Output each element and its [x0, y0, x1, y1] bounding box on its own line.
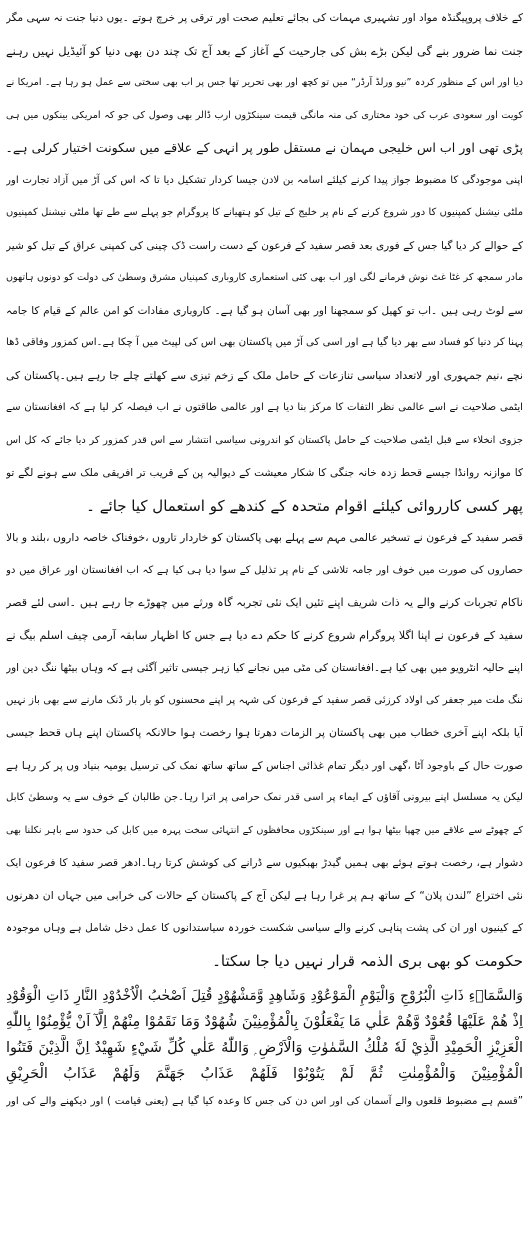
text-line: مادر سمجھ کر غٹا غٹ نوش فرمانے لگی اور اب بھی کئی استعماری کاروباری کمپنیاں مشرق وسطیٰ کی دولت کو دونوں ہاتھوں [6, 272, 523, 283]
text-line: ننگ ملت میر جعفر کی اولاد کرزئی قصر سفید کے فرعون کی شہہ پر اپنے محسنوں کو بار بار ڈنک مارنے سے بھی باز نہیں [6, 694, 523, 706]
paragraph-1 [6, 2, 523, 165]
text-line: نئی اختراع ”لندن پلان“ کے ساتھ ہم پر غرا رہا ہے لیکن آج کے پاکستان کے حالات کی خرابی میں جہاں ان دھرنوں [6, 888, 523, 902]
text-line: ملٹی نیشنل کمپنیوں کا دور شروع کرنے کے نام پر خلیج کے تیل کو ہتھیانے کا پروگرام جو پہلے سے طے تھا ملٹی نیشنل کمپنیوں [6, 207, 523, 218]
verse-line: وَالسَّمَاۗءِ ذَاتِ الْبُرُوْجِ وَالْيَوْمِ الْمَوْعُوْدِ وَشَاهِدٍ وَّمَشْهُوْدٍ قُتِلَ اَصْحٰبُ الْاُخْدُوْدِ النَّارِ ذَاتِ الْوَقُوْدِ [6, 988, 523, 1004]
text-line: آیا بلکہ اپنے آخری خطاب میں بھی پاکستان پر الزمات دھرتا ہوا رخصت ہوا حالانکہ پاکستان اپنے ہاں قحط جیسی [6, 726, 523, 739]
text-line: صورت حال کے باوجود آٹا ،گھی اور دیگر تمام غذائی اجناس کے ساتھ ساتھ نمک کی ترسیل یومیہ بنیاد وں پر کر رہا ہے [6, 759, 523, 772]
text-line: پھر کسی کارروائی کیلئے اقوام متحدہ کے کندھے کو استعمال کیا جائے ۔ [86, 496, 523, 515]
text-line: قصر سفید کے فرعون نے تسخیر عالمی مہم سے پہلے بھی پاکستان کو خاردار تاروں ،خوفناک خاصہ داروں ،بلند و بالا [6, 531, 523, 544]
text-line: کے چھوٹے سے علاقے میں چھپا بیٹھا ہوا ہے اور سینکڑوں محافظوں کے انتہائی سخت پہرہ میں کابل کی حدود سے باہر نکلنا بھی [6, 824, 523, 836]
paragraph-2 [6, 165, 523, 523]
text-line: حکومت کو بھی بری الذمہ قرار نہیں دیا جا سکتا۔ [212, 951, 523, 970]
text-line: کے خلاف پروپیگنڈہ مواد اور تشہیری مہمات کی بجائے تعلیم صحت اور ترقی پر خرچ ہوتے ۔یوں دنیا جنت نہ سہی مگر [6, 12, 523, 24]
text-line: کے کینیوں اور ان کی پشت پناہی کرنے والے سیاسی شکست خوردہ سیاستدانوں کا عمل دخل شامل ہے وہاں موجودہ [6, 922, 523, 934]
text-line: ناکام تجربات کرنے والے یہ ذات شریف اپنے تئیں ایک نئی تجربہ گاہ ورثے میں چھوڑے جا رہے ہیں ۔اسی لئے قصر [6, 596, 523, 609]
text-line: کویت اور سعودی عرب کی خود مختاری کی منہ مانگی قیمت سینکڑوں ارب ڈالر بھی وصول کی جو کہ امریکی بینکوں میں ہی [6, 109, 523, 121]
text-line: کے حوالے کر دیا گیا جس کے فوری بعد قصر سفید کے فرعون کے دست راست ڈک چینی کی کمپنی عراق کے تیل کو شیر [6, 239, 523, 252]
text-line: نچے ،نیم جمہوری اور لاتعداد سیاسی تنازعات کے حامل ملک کے زخم تیزی سے کھلتے چلے جا رہے ہیں۔پاکستان کی [6, 368, 523, 382]
translation-line: ”قسم ہے مضبوط قلعوں والے آسمان کی اور اس دن کی جس کا وعدہ کیا گیا ہے (یعنی قیامت ) اور دیکھنے والے کی اور [6, 1096, 523, 1107]
text-line: حصاروں کی صورت میں خوف اور جامہ تلاشی کے نام پر تذلیل کے سوا دیا ہی کیا ہے کہ اب افغانستان اور عراق میں دو [6, 564, 523, 576]
text-line: لیکن یہ مسلسل اپنے بیرونی آقاؤں کے ایماء پر اسی قدر نمک حرامی پر اترا رہا۔جن طالبان کے خوف سے یہ وسطیٰ کابل [6, 792, 523, 803]
verse-line: الْمُؤْمِنِيْنَ وَالْمُؤْمِنٰتِ ثُمَّ لَمْ يَتُوْبُوْا فَلَهُمْ عَذَابُ جَهَنَّمَ وَلَهُمْ عَذَابُ الْحَرِيْقِ [6, 1066, 523, 1082]
verse-line: اِذْ هُمْ عَلَيْهَا قُعُوْدٌ وَّهُمْ عَلٰي مَا يَفْعَلُوْنَ بِالْمُؤْمِنِيْنَ شُهُوْدٌ وَمَا نَقَمُوْا مِنْهُمْ اِلَّآ اَنْ يُّؤْمِنُوْا بِاللّٰهِ [6, 1014, 523, 1030]
text-line: جزوی انخلاء سے قبل ایٹمی صلاحیت کے حامل پاکستان کو اندرونی سیاسی انتشار سے اس قدر کمزور کر دیا جائے کہ کل اس [6, 434, 523, 446]
text-line: جنت نما ضرور بنے گی لیکن بڑے بش کی جارحیت کے آغاز کے بعد آج تک چند دن بھی دنیا کو آئیڈیل نہیں رہنے [6, 43, 523, 58]
text-line: سے لوٹ رہی ہیں ۔اب تو کھیل کو سمجھنا اور بھی آسان ہو گیا ہے۔ کاروباری مفادات کو امن عالم کے قیام کا جامہ [6, 304, 523, 317]
text-line: سفید کے فرعون نے اپنا اگلا پروگرام شروع کرنے کا حکم دے دیا ہے جس کا اظہار سابقہ آرمی چیف اسلم بیگ نے [6, 628, 523, 642]
text-line: ایٹمی صلاحیت نے اسے عالمی نظر التفات کا مرکز بنا دیا ہے اور عالمی طاقتوں نے اب فیصلہ کر لیا ہے کہ افغانستان سے [6, 402, 523, 413]
text-line: دیا اور اس کے منظور کردہ ”نیو ورلڈ آرڈر“ میں تو کچھ اور بھی تحریر تھا جس پر اب بھی سختی سے عمل ہو رہا ہے۔ امریکا نے [6, 77, 523, 88]
text-line: اپنی موجودگی کا مضبوط جواز پیدا کرنے کیلئے اسامہ بن لادن جیسا کردار تشکیل دیا تا کہ اس کی آڑ میں آزاد تجارت اور [6, 174, 523, 186]
text-line: کا موازنہ روانڈا جیسے قحط زدہ خانہ جنگی کا شکار معیشت کے دیوالیہ پن کے قریب تر افریقی ملک سے ہونے لگے تو [6, 467, 523, 479]
quran-verses [6, 983, 523, 1087]
paragraph-3 [6, 522, 523, 977]
text-line: دشوار ہے، رخصت ہوتے ہوئے بھی ہمیں گیدڑ بھبکیوں سے ڈرانے کی کوشش کرتا رہا۔ادھر قصر سفید کا فرعون ایک [6, 857, 523, 869]
text-line: پڑی تھی اور اب اس خلیجی مہمان نے مستقل طور پر انہی کے علاقے میں سکونت اختیار کرلی ہے۔ [6, 140, 523, 155]
verse-line: الْعَزِيْزِ الْحَمِيْدِ الَّذِيْ لَهٗ مُلْكُ السَّمٰوٰتِ وَالْاَرْضِ ۭ وَاللّٰهُ عَلٰي كُلِّ شَيْءٍ شَهِيْدٌ اِنَّ الَّذِيْنَ فَتَنُوا [6, 1040, 523, 1056]
text-line: پہنا کر دنیا کو فساد سے بھر دیا گیا ہے اور اسی کی آڑ میں پاکستان بھی اس کی لپیٹ میں آ چکا ہے۔اس کمزور وفاقی ڈھا [6, 337, 523, 348]
text-line: اپنے حالیہ انٹرویو میں بھی کیا ہے۔افغانستان کی مٹی میں نجانے کیا زہر جیسی تاثیر آگئی ہے کہ وہاں بیٹھا ننگ دین اور [6, 662, 523, 674]
